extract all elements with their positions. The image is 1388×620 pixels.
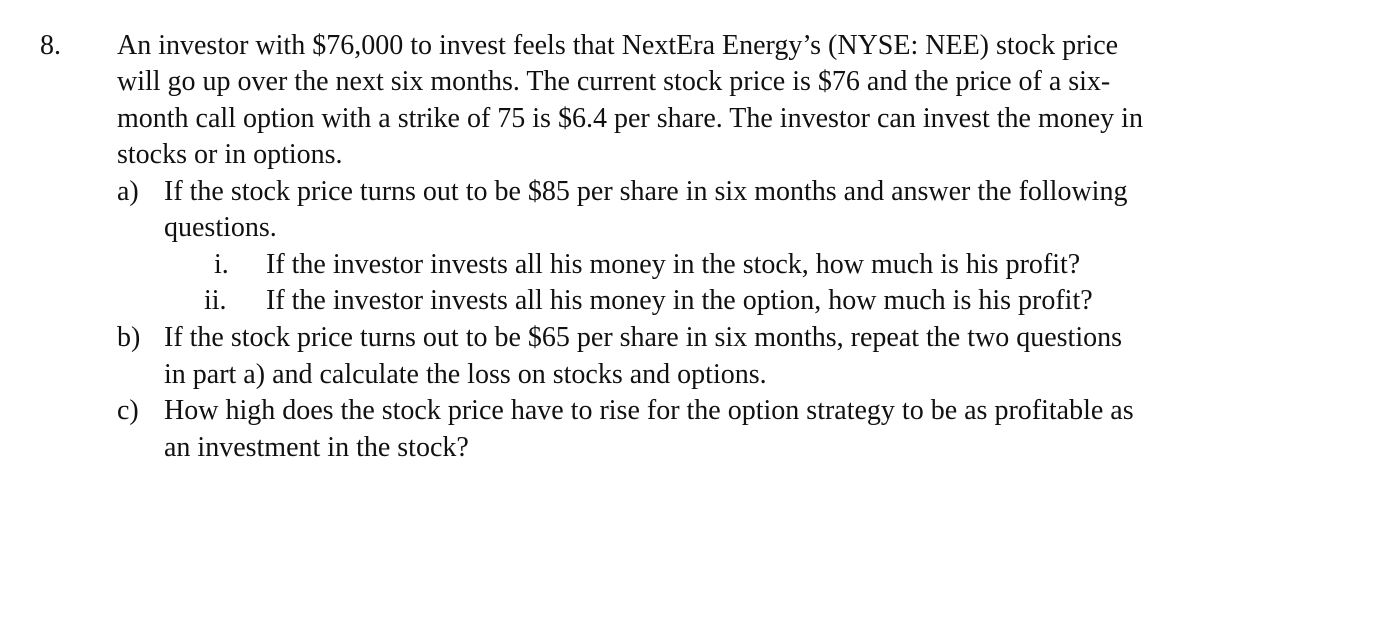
part-c-label: c) (117, 395, 139, 426)
intro-line-4: stocks or in options. (117, 139, 343, 170)
part-c-line-2: an investment in the stock? (164, 432, 469, 463)
subpart-i-label: i. (214, 249, 229, 280)
part-b-line-2: in part a) and calculate the loss on stocks and options. (164, 359, 767, 390)
question-number: 8. (40, 30, 61, 61)
part-b-label: b) (117, 322, 141, 353)
subpart-ii-label: ii. (204, 285, 227, 316)
part-b-line-1: If the stock price turns out to be $65 per share in six months, repeat the two questions (164, 322, 1123, 353)
part-a-line-2: questions. (164, 212, 277, 243)
part-c-line-1: How high does the stock price have to rise for the option strategy to be as profitable as (164, 395, 1134, 426)
subpart-ii-text: If the investor invests all his money in the option, how much is his profit? (266, 285, 1093, 316)
intro-line-1: An investor with $76,000 to invest feels that NextEra Energy’s (NYSE: NEE) stock price (117, 30, 1119, 61)
part-a-label: a) (117, 176, 139, 207)
part-a-line-1: If the stock price turns out to be $85 per share in six months and answer the following (164, 176, 1128, 207)
subpart-i-text: If the investor invests all his money in the stock, how much is his profit? (266, 249, 1081, 280)
intro-line-3: month call option with a strike of 75 is $6.4 per share. The investor can invest the money in (117, 103, 1143, 134)
intro-line-2: will go up over the next six months. The current stock price is $76 and the price of a six- (117, 66, 1111, 97)
